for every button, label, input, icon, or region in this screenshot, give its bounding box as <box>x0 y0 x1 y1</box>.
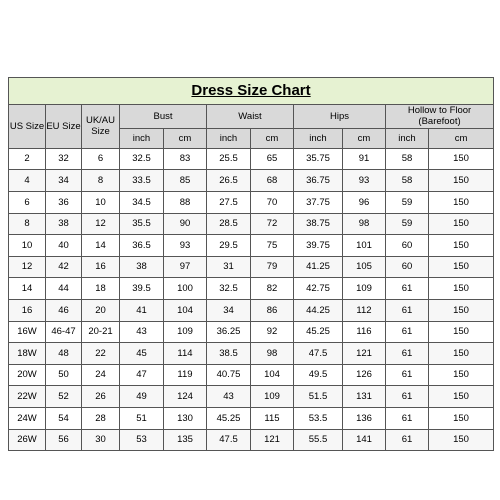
cell-bust-cm: 100 <box>164 278 207 300</box>
cell-uk-au-size: 28 <box>82 407 120 429</box>
cell-waist-cm: 86 <box>251 299 294 321</box>
cell-hips-cm: 101 <box>343 235 386 257</box>
cell-bust-cm: 97 <box>164 256 207 278</box>
cell-us-size: 2 <box>9 148 46 170</box>
cell-hollow-cm: 150 <box>429 299 494 321</box>
cell-uk-au-size: 6 <box>82 148 120 170</box>
cell-hollow-inch: 61 <box>386 429 429 451</box>
cell-bust-inch: 45 <box>120 343 164 365</box>
header-hollow-to-floor: Hollow to Floor (Barefoot) <box>386 105 494 129</box>
header-bust-inch: inch <box>120 128 164 148</box>
table-row <box>9 191 494 213</box>
cell-hollow-cm: 150 <box>429 170 494 192</box>
cell-bust-inch: 49 <box>120 386 164 408</box>
header-us-size: US Size <box>9 105 46 149</box>
cell-us-size: 24W <box>9 407 46 429</box>
cell-bust-inch: 47 <box>120 364 164 386</box>
cell-eu-size: 52 <box>46 386 82 408</box>
cell-hips-inch: 49.5 <box>294 364 343 386</box>
cell-bust-inch: 35.5 <box>120 213 164 235</box>
cell-hips-cm: 91 <box>343 148 386 170</box>
cell-waist-cm: 79 <box>251 256 294 278</box>
cell-hips-inch: 41.25 <box>294 256 343 278</box>
cell-waist-inch: 29.5 <box>207 235 251 257</box>
cell-eu-size: 42 <box>46 256 82 278</box>
cell-hollow-inch: 58 <box>386 148 429 170</box>
cell-hollow-cm: 150 <box>429 386 494 408</box>
cell-hips-cm: 136 <box>343 407 386 429</box>
cell-waist-cm: 70 <box>251 191 294 213</box>
cell-waist-inch: 38.5 <box>207 343 251 365</box>
table-row <box>9 235 494 257</box>
cell-eu-size: 38 <box>46 213 82 235</box>
cell-bust-inch: 34.5 <box>120 191 164 213</box>
cell-hips-cm: 121 <box>343 343 386 365</box>
table-row <box>9 256 494 278</box>
header-eu-size: EU Size <box>46 105 82 149</box>
cell-hollow-cm: 150 <box>429 256 494 278</box>
header-waist: Waist <box>207 105 294 129</box>
cell-hollow-cm: 150 <box>429 343 494 365</box>
table-row <box>9 299 494 321</box>
header-hollow-inch: inch <box>386 128 429 148</box>
cell-us-size: 22W <box>9 386 46 408</box>
cell-bust-cm: 90 <box>164 213 207 235</box>
header-uk-au-size: UK/AU Size <box>82 105 120 149</box>
header-hollow-cm: cm <box>429 128 494 148</box>
cell-waist-inch: 25.5 <box>207 148 251 170</box>
table-row <box>9 148 494 170</box>
cell-hollow-cm: 150 <box>429 278 494 300</box>
cell-us-size: 16 <box>9 299 46 321</box>
cell-bust-inch: 39.5 <box>120 278 164 300</box>
cell-uk-au-size: 14 <box>82 235 120 257</box>
cell-waist-cm: 65 <box>251 148 294 170</box>
cell-waist-cm: 104 <box>251 364 294 386</box>
cell-hips-cm: 96 <box>343 191 386 213</box>
table-row <box>9 321 494 343</box>
dress-size-chart <box>8 77 494 451</box>
header-bust-cm: cm <box>164 128 207 148</box>
cell-bust-inch: 36.5 <box>120 235 164 257</box>
cell-hollow-inch: 61 <box>386 364 429 386</box>
cell-uk-au-size: 18 <box>82 278 120 300</box>
cell-hips-cm: 126 <box>343 364 386 386</box>
cell-hollow-inch: 61 <box>386 386 429 408</box>
cell-us-size: 18W <box>9 343 46 365</box>
cell-bust-cm: 130 <box>164 407 207 429</box>
cell-hollow-inch: 61 <box>386 343 429 365</box>
cell-us-size: 8 <box>9 213 46 235</box>
cell-bust-inch: 38 <box>120 256 164 278</box>
table-row <box>9 386 494 408</box>
cell-hips-inch: 51.5 <box>294 386 343 408</box>
cell-hips-cm: 112 <box>343 299 386 321</box>
cell-hips-inch: 37.75 <box>294 191 343 213</box>
cell-bust-cm: 104 <box>164 299 207 321</box>
cell-hips-cm: 98 <box>343 213 386 235</box>
cell-hips-cm: 105 <box>343 256 386 278</box>
cell-hollow-inch: 59 <box>386 191 429 213</box>
cell-eu-size: 36 <box>46 191 82 213</box>
cell-hollow-cm: 150 <box>429 321 494 343</box>
cell-bust-inch: 43 <box>120 321 164 343</box>
cell-uk-au-size: 22 <box>82 343 120 365</box>
cell-hollow-inch: 59 <box>386 213 429 235</box>
cell-waist-cm: 75 <box>251 235 294 257</box>
cell-uk-au-size: 16 <box>82 256 120 278</box>
cell-hips-cm: 131 <box>343 386 386 408</box>
cell-hips-inch: 38.75 <box>294 213 343 235</box>
cell-waist-cm: 92 <box>251 321 294 343</box>
cell-bust-inch: 33.5 <box>120 170 164 192</box>
cell-uk-au-size: 10 <box>82 191 120 213</box>
cell-hollow-cm: 150 <box>429 429 494 451</box>
cell-bust-cm: 93 <box>164 235 207 257</box>
cell-hollow-cm: 150 <box>429 407 494 429</box>
cell-hips-inch: 39.75 <box>294 235 343 257</box>
cell-uk-au-size: 8 <box>82 170 120 192</box>
cell-hollow-inch: 60 <box>386 235 429 257</box>
cell-uk-au-size: 26 <box>82 386 120 408</box>
cell-hips-cm: 116 <box>343 321 386 343</box>
cell-uk-au-size: 24 <box>82 364 120 386</box>
cell-waist-inch: 26.5 <box>207 170 251 192</box>
cell-us-size: 20W <box>9 364 46 386</box>
cell-hips-inch: 42.75 <box>294 278 343 300</box>
cell-hollow-inch: 60 <box>386 256 429 278</box>
cell-hollow-cm: 150 <box>429 364 494 386</box>
cell-eu-size: 44 <box>46 278 82 300</box>
cell-uk-au-size: 12 <box>82 213 120 235</box>
table-row <box>9 364 494 386</box>
cell-eu-size: 32 <box>46 148 82 170</box>
cell-bust-inch: 51 <box>120 407 164 429</box>
cell-bust-cm: 124 <box>164 386 207 408</box>
table-row <box>9 278 494 300</box>
cell-eu-size: 40 <box>46 235 82 257</box>
cell-waist-inch: 45.25 <box>207 407 251 429</box>
cell-hips-cm: 109 <box>343 278 386 300</box>
cell-eu-size: 46-47 <box>46 321 82 343</box>
cell-waist-inch: 27.5 <box>207 191 251 213</box>
cell-bust-inch: 41 <box>120 299 164 321</box>
cell-uk-au-size: 30 <box>82 429 120 451</box>
cell-eu-size: 34 <box>46 170 82 192</box>
cell-waist-inch: 31 <box>207 256 251 278</box>
cell-hollow-inch: 61 <box>386 407 429 429</box>
cell-uk-au-size: 20 <box>82 299 120 321</box>
cell-hollow-cm: 150 <box>429 148 494 170</box>
cell-bust-inch: 53 <box>120 429 164 451</box>
cell-hollow-cm: 150 <box>429 213 494 235</box>
cell-eu-size: 50 <box>46 364 82 386</box>
cell-bust-cm: 85 <box>164 170 207 192</box>
cell-hips-inch: 47.5 <box>294 343 343 365</box>
cell-waist-cm: 109 <box>251 386 294 408</box>
cell-hips-inch: 45.25 <box>294 321 343 343</box>
cell-waist-inch: 28.5 <box>207 213 251 235</box>
cell-bust-cm: 119 <box>164 364 207 386</box>
cell-bust-cm: 114 <box>164 343 207 365</box>
cell-waist-inch: 34 <box>207 299 251 321</box>
cell-eu-size: 46 <box>46 299 82 321</box>
cell-hollow-inch: 61 <box>386 321 429 343</box>
cell-hips-cm: 93 <box>343 170 386 192</box>
cell-waist-inch: 32.5 <box>207 278 251 300</box>
cell-eu-size: 54 <box>46 407 82 429</box>
cell-us-size: 10 <box>9 235 46 257</box>
cell-waist-cm: 98 <box>251 343 294 365</box>
cell-hips-inch: 55.5 <box>294 429 343 451</box>
cell-bust-cm: 135 <box>164 429 207 451</box>
cell-hollow-cm: 150 <box>429 235 494 257</box>
table-row <box>9 343 494 365</box>
header-waist-inch: inch <box>207 128 251 148</box>
cell-us-size: 14 <box>9 278 46 300</box>
chart-title: Dress Size Chart <box>9 78 494 105</box>
cell-eu-size: 48 <box>46 343 82 365</box>
header-hips-cm: cm <box>343 128 386 148</box>
table-row <box>9 170 494 192</box>
cell-hips-inch: 53.5 <box>294 407 343 429</box>
cell-waist-inch: 40.75 <box>207 364 251 386</box>
size-rows <box>9 148 494 450</box>
cell-us-size: 16W <box>9 321 46 343</box>
cell-hips-inch: 36.75 <box>294 170 343 192</box>
cell-waist-cm: 68 <box>251 170 294 192</box>
cell-us-size: 4 <box>9 170 46 192</box>
cell-waist-inch: 43 <box>207 386 251 408</box>
cell-bust-cm: 109 <box>164 321 207 343</box>
table-row <box>9 213 494 235</box>
cell-bust-inch: 32.5 <box>120 148 164 170</box>
cell-eu-size: 56 <box>46 429 82 451</box>
cell-hollow-inch: 61 <box>386 278 429 300</box>
cell-waist-inch: 36.25 <box>207 321 251 343</box>
cell-waist-cm: 72 <box>251 213 294 235</box>
cell-waist-cm: 82 <box>251 278 294 300</box>
header-waist-cm: cm <box>251 128 294 148</box>
cell-uk-au-size: 20-21 <box>82 321 120 343</box>
cell-waist-cm: 115 <box>251 407 294 429</box>
header-bust: Bust <box>120 105 207 129</box>
table-row <box>9 407 494 429</box>
cell-hollow-inch: 61 <box>386 299 429 321</box>
cell-us-size: 12 <box>9 256 46 278</box>
cell-us-size: 6 <box>9 191 46 213</box>
cell-hips-cm: 141 <box>343 429 386 451</box>
cell-hollow-cm: 150 <box>429 191 494 213</box>
header-hips-inch: inch <box>294 128 343 148</box>
table-row <box>9 429 494 451</box>
cell-waist-cm: 121 <box>251 429 294 451</box>
cell-waist-inch: 47.5 <box>207 429 251 451</box>
cell-bust-cm: 83 <box>164 148 207 170</box>
cell-hips-inch: 35.75 <box>294 148 343 170</box>
cell-hips-inch: 44.25 <box>294 299 343 321</box>
cell-bust-cm: 88 <box>164 191 207 213</box>
cell-hollow-inch: 58 <box>386 170 429 192</box>
cell-us-size: 26W <box>9 429 46 451</box>
header-hips: Hips <box>294 105 386 129</box>
